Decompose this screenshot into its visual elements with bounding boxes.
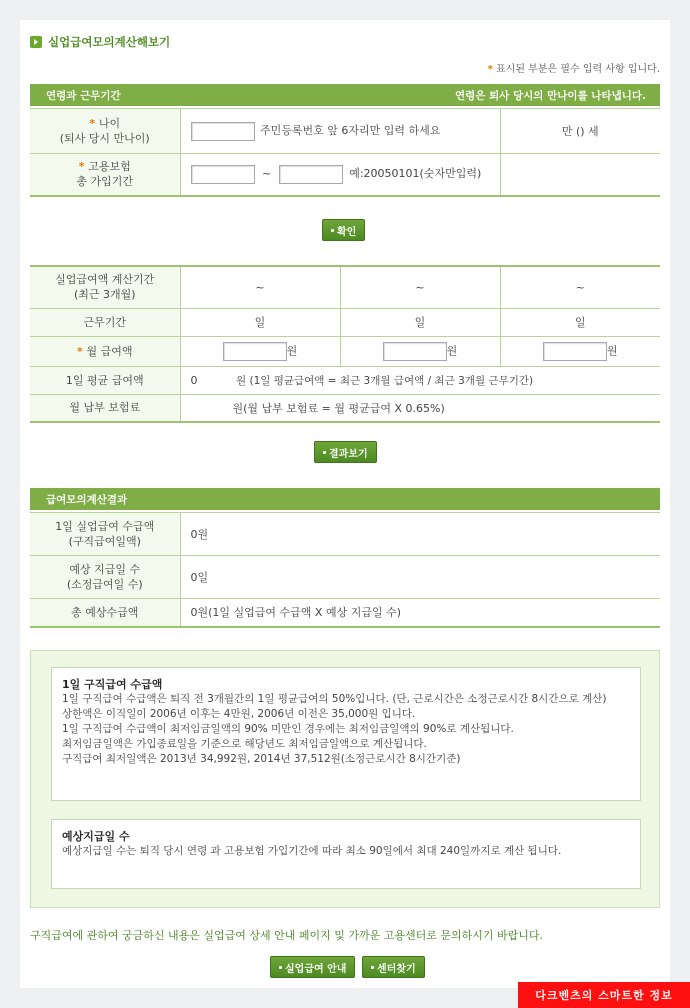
insurance-period-label: * 고용보험 총 가입기간 xyxy=(30,154,180,196)
section-age-note: 연령은 퇴사 당시의 만나이를 나타냅니다. xyxy=(454,89,646,102)
required-star-icon: * xyxy=(78,160,89,174)
work-days-3: 일 xyxy=(500,308,660,336)
monthly-pay-label: * 월 급여액 xyxy=(30,336,180,366)
required-star-icon: * xyxy=(89,117,99,130)
premium-note: 원(월 납부 보험료 = 월 평균급여 X 0.65%) xyxy=(180,394,660,422)
work-days-label: 근무기간 xyxy=(30,308,180,336)
info-panel xyxy=(30,650,660,908)
result-button[interactable]: 결과보기 xyxy=(314,441,377,463)
expected-days-info xyxy=(51,819,641,889)
monthly-pay-input-2[interactable] xyxy=(383,342,447,361)
daily-avg-value: 0 xyxy=(190,373,198,387)
calculator-page xyxy=(20,20,670,988)
age-label: * 나이 (퇴사 당시 만나이) xyxy=(30,109,180,154)
info-line: 예상지급일 수는 퇴직 당시 연령 과 고용보험 가입기간에 따라 최소 90일에서 최대 240일까지로 계산 됩니다. xyxy=(62,845,562,857)
salary-table: 실업급여액 계산기간 (최근 3개월) ~ ~ ~ 근무기간 일 일 일 * 월 급여액 원 원 원 1일 평균 급여액 0 원 (1일 평균급여액 = 최근 3개월 급여액 / 최근 3개월 근무기간) 월 납부 보험료 원(월 납부 보험료 = 월 평균급여 X 0.65%) xyxy=(30,265,660,423)
section-age-header xyxy=(30,84,660,106)
daily-avg-note: 원 (1일 평균급여액 = 최근 3개월 급여액 / 최근 3개월 근무기간) xyxy=(236,374,534,387)
period-month-3: ~ xyxy=(500,266,660,308)
daily-avg-label: 1일 평균 급여액 xyxy=(30,366,180,394)
button-dot-icon xyxy=(371,966,374,969)
info-line: 최저임금일액은 가입종료일을 기준으로 해당년도 최저임금일액으로 계산됩니다. xyxy=(62,738,427,750)
arrow-bullet-icon xyxy=(30,36,42,48)
age-table: * 나이 (퇴사 당시 만나이) 주민등록번호 앞 6자리만 입력 하세요 만 () 세 * 고용보험 총 가입기간 ~ 예:20050101(숫자만입력) xyxy=(30,108,660,197)
required-star-icon: * xyxy=(487,64,493,75)
section-result-title: 급여모의계산결과 xyxy=(46,493,128,506)
required-star-icon: * xyxy=(76,344,87,358)
age-result: 만 () 세 xyxy=(500,109,660,154)
calc-period-label: 실업급여액 계산기간 (최근 3개월) xyxy=(30,266,180,308)
work-days-1: 일 xyxy=(180,308,340,336)
find-center-button[interactable]: 센터찾기 xyxy=(362,956,425,978)
expected-days-info-title: 예상지급일 수 xyxy=(62,830,130,843)
monthly-pay-input-1[interactable] xyxy=(223,342,287,361)
age-hint: 주민등록번호 앞 6자리만 입력 하세요 xyxy=(260,124,441,137)
confirm-button[interactable]: 확인 xyxy=(322,219,365,241)
footer-note: 구직급여에 관하여 궁금하신 내용은 실업급여 상세 안내 페이지 및 가까운 고용센터로 문의하시기 바랍니다. xyxy=(30,929,543,942)
section-result-header xyxy=(30,488,660,510)
info-line: 상한액은 이직일이 2006년 이후는 4만원, 2006년 이전은 35,000원 입니다. xyxy=(62,708,416,720)
required-note: * 표시된 부분은 필수 입력 사항 입니다. xyxy=(487,64,660,75)
button-dot-icon xyxy=(279,966,282,969)
birthdate-input[interactable] xyxy=(191,122,255,141)
section-age-title: 연령과 근무기간 xyxy=(46,89,121,102)
expected-days-label: 예상 지급일 수 (소정급여일 수) xyxy=(30,556,180,599)
premium-label: 월 납부 보험료 xyxy=(30,394,180,422)
info-line: 1일 구직급여 수급액이 최저임금일액의 90% 미만인 경우에는 최저임금일액의 90%로 계산됩니다. xyxy=(62,723,514,735)
total-label: 총 예상수급액 xyxy=(30,599,180,627)
work-days-2: 일 xyxy=(340,308,500,336)
insurance-start-input[interactable] xyxy=(191,165,255,184)
period-month-1: ~ xyxy=(180,266,340,308)
insurance-hint: 예:20050101(숫자만입력) xyxy=(349,167,482,181)
daily-benefit-info-title: 1일 구직급여 수급액 xyxy=(62,678,163,691)
page-title xyxy=(30,34,170,50)
daily-benefit-value: 0원 xyxy=(180,513,660,556)
monthly-pay-input-3[interactable] xyxy=(543,342,607,361)
insurance-end-input[interactable] xyxy=(279,165,343,184)
daily-benefit-info xyxy=(51,667,641,801)
info-line: 구직급여 최저일액은 2013년 34,992원, 2014년 37,512원(소정근로시간 8시간기준) xyxy=(62,753,461,765)
total-value: 0원(1일 실업급여 수급액 X 예상 지급일 수) xyxy=(180,599,660,627)
result-table xyxy=(30,512,660,628)
info-line: 1일 구직급여 수급액은 퇴직 전 3개월간의 1일 평균급여의 50%입니다. (단, 근로시간은 소정근로시간 8시간으로 계산) xyxy=(62,693,607,705)
period-month-2: ~ xyxy=(340,266,500,308)
blog-watermark: 다크벤츠의 스마트한 정보 xyxy=(518,982,690,1008)
benefit-guide-button[interactable]: 실업급여 안내 xyxy=(270,956,355,978)
page-title-text: 실업급여모의계산해보기 xyxy=(48,35,171,49)
button-dot-icon xyxy=(323,451,326,454)
daily-benefit-label: 1일 실업급여 수급액 (구직급여일액) xyxy=(30,513,180,556)
expected-days-value: 0일 xyxy=(180,556,660,599)
button-dot-icon xyxy=(331,229,334,232)
